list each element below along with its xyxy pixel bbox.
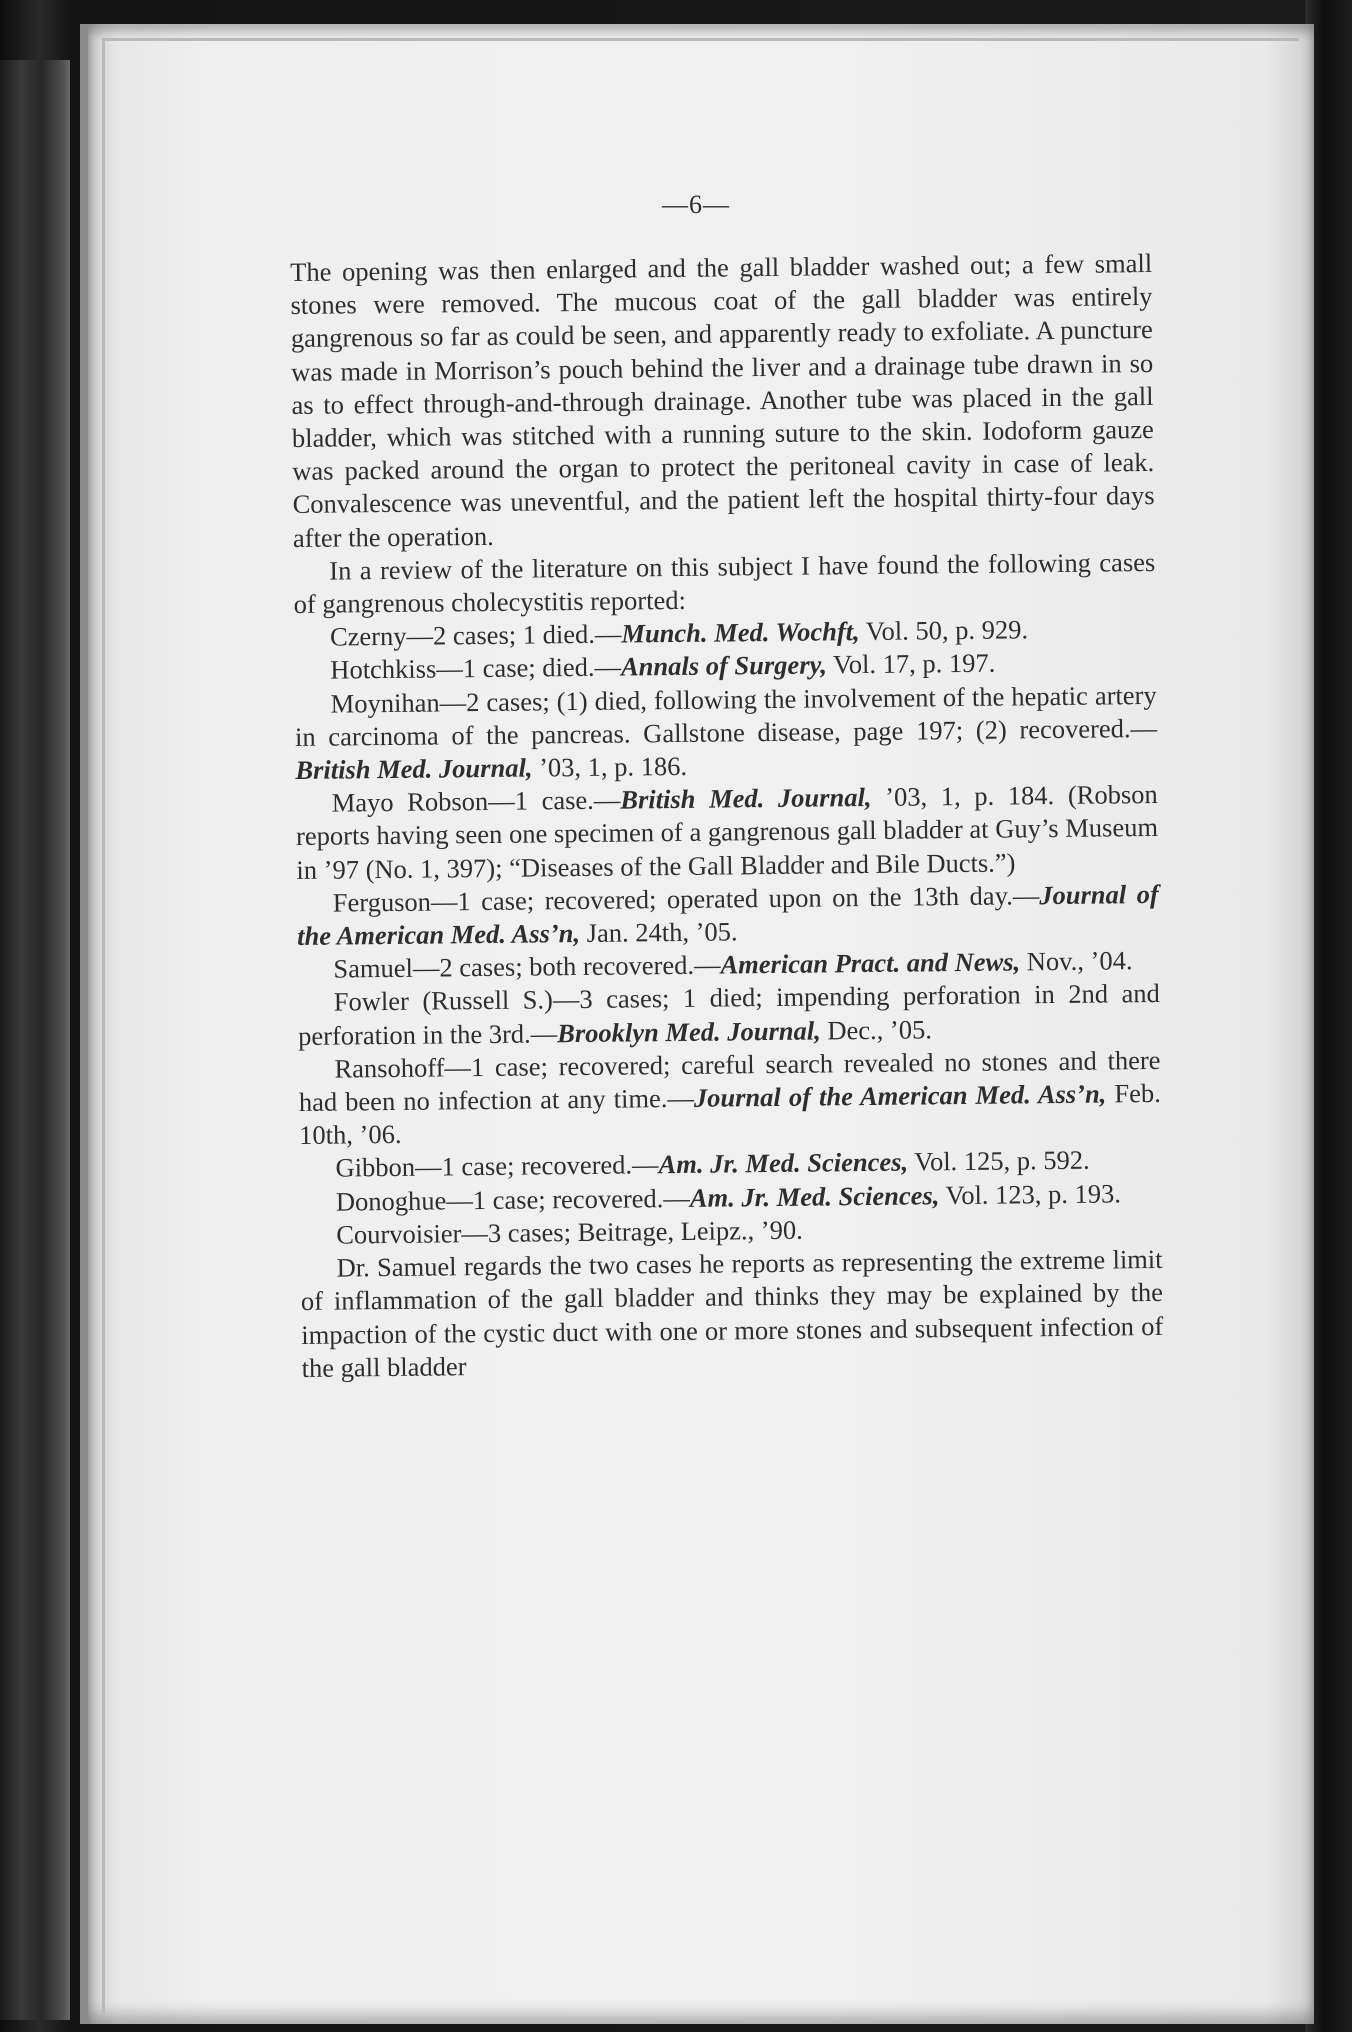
citation-title: Am. Jr. Med. Sciences, [658,1147,909,1180]
text-run: Dr. Samuel regards the two cases he reports as representing the extreme limit of inflammation of the gall bladder and thinks they may be explained by the impaction of the cystic duct with one or more stones and subsequent infection of the gall bladder [300,1244,1164,1383]
text-run: Czerny—2 cases; 1 died.— [329,618,622,652]
text-run: Hotchkiss—1 case; died.— [330,651,622,686]
citation-title: Journal of the American Med. Ass’n, [296,878,1159,952]
text-run: Donoghue—1 case; recovered.— [335,1182,690,1217]
text-run: Ransohoff—1 case; recovered; careful search revealed no stones and there had been no infection at any time.— [298,1044,1161,1118]
paragraph [297,878,1160,953]
text-run: Vol. 17, p. 197. [826,648,996,680]
text-run: Fowler (Russell S.)—3 cases; 1 died; impending perforation in 2nd and perforation in the 3rd.— [298,978,1160,1051]
citation-title: British Med. Journal, [295,752,533,786]
citation-title: American Pract. and News, [720,946,1021,980]
text-run: Vol. 50, p. 929. [859,614,1029,647]
text-run: Moynihan—2 cases; (1) died, following the involvement of the hepatic artery in carcinoma of the pancreas. Gallstone disease, page 197; (2) recovered.— [294,679,1158,752]
citation-title: Annals of Surgery, [620,649,828,682]
text-run: Ferguson—1 case; recovered; operated upon on the 13th day.— [332,880,1040,918]
text-run: Jan. 24th, ’05. [579,916,738,949]
text-run: In a review of the literature on this subject I have found the following cases of gangrenous cholecystitis reported: [293,546,1156,620]
paragraph [298,977,1161,1052]
citation-title: Brooklyn Med. Journal, [557,1015,821,1048]
text-run: Courvoisier—3 cases; Beitrage, Leipz., ’90. [336,1214,803,1250]
text-run: ’03, 1, p. 186. [532,750,688,783]
citation-title: Journal of the American Med. Ass’n, [693,1078,1107,1113]
citation-title: Munch. Med. Wochft, [621,616,860,649]
text-run: Vol. 123, p. 193. [939,1178,1122,1210]
body-text [290,247,1164,1385]
book-spine [0,60,70,2020]
paragraph [290,247,1155,555]
paragraph [296,778,1159,887]
text-run: Feb. 10th, ’06. [299,1078,1161,1151]
paragraph [295,679,1158,788]
text-run: ’03, 1, p. 184. (Robson reports having seen one specimen of a gangrenous gall bladder at Guy’s Museum in ’97 (No. 1, 397); “Diseases of the Gall Bladder and Bile Ducts.”) [295,779,1159,885]
text-run: Nov., ’04. [1019,945,1133,977]
text-run: Dec., ’05. [820,1013,933,1046]
text-run: Samuel—2 cases; both recovered.— [333,949,721,984]
text-run: Mayo Robson—1 case.— [331,784,621,818]
paragraph [298,1044,1161,1153]
text-run: Vol. 125, p. 592. [907,1145,1090,1178]
text-run: Gibbon—1 case; recovered.— [335,1149,659,1184]
citation-title: British Med. Journal, [620,782,872,815]
paragraph [300,1243,1163,1385]
text-run: The opening was then enlarged and the gall bladder washed out; a few small stones were removed. The mucous coat of the gall bladder was entirely gangrenous so far as could be seen, and apparently ready to exfoliate. A puncture was made in Morrison’s pouch behind the liver and a drainage tube drawn in so as to effect through-and-through drainage. Another tube was placed in the gall bladder, which was stitched with a running suture to the skin. Iodoform gauze was packed around the organ to protect the peritoneal cavity in case of leak. Convalescence was uneventful, and the patient left the hospital thirty-four days after the operation. [290,247,1155,553]
paragraph [293,546,1156,621]
citation-title: Am. Jr. Med. Sciences, [689,1179,940,1213]
page-number: —6— [662,190,730,219]
